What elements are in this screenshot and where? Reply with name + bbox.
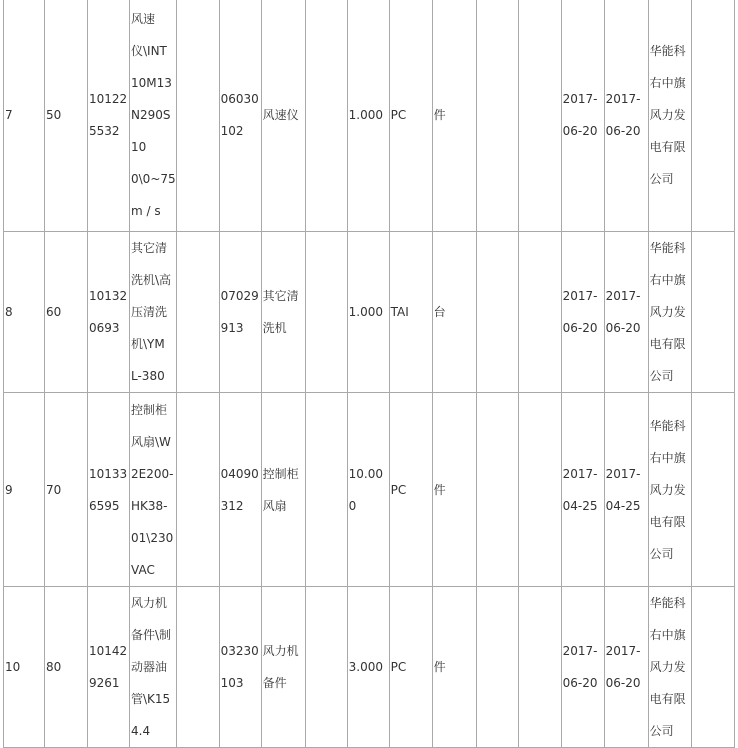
empty-cell (518, 393, 561, 587)
end-date-cell: 2017-04-25 (604, 393, 648, 587)
quantity-cell: 1.000 (347, 232, 389, 393)
line-number-cell: 80 (45, 587, 88, 748)
end-date-cell: 2017-06-20 (604, 587, 648, 748)
empty-cell (476, 232, 518, 393)
category-code-cell: 06030102 (219, 0, 261, 232)
empty-cell (691, 393, 734, 587)
unit-name-cell: 台 (432, 232, 476, 393)
table-row (4, 393, 735, 587)
unit-code-cell: PC (389, 587, 432, 748)
quantity-cell: 10.000 (347, 393, 389, 587)
table-body (4, 0, 735, 748)
row-number-cell: 10 (4, 587, 45, 748)
row-number-cell: 7 (4, 0, 45, 232)
row-number-cell: 9 (4, 393, 45, 587)
empty-cell (476, 587, 518, 748)
table-row (4, 232, 735, 393)
unit-code-cell: PC (389, 0, 432, 232)
start-date-cell: 2017-06-20 (561, 0, 604, 232)
empty-cell (518, 232, 561, 393)
company-name-cell: 华能科右中旗风力发电有限公司 (648, 232, 691, 393)
unit-name-cell: 件 (432, 393, 476, 587)
category-name-cell: 控制柜风扇 (261, 393, 305, 587)
materials-table (3, 0, 735, 748)
empty-cell (691, 587, 734, 748)
empty-cell (305, 232, 347, 393)
empty-cell (476, 393, 518, 587)
empty-cell (176, 0, 219, 232)
quantity-cell: 1.000 (347, 0, 389, 232)
quantity-cell: 3.000 (347, 587, 389, 748)
unit-code-cell: PC (389, 393, 432, 587)
material-description-cell: 风速 仪\INT 10M13 N290S 10 0\0~75 m / s (130, 0, 177, 232)
unit-name-cell: 件 (432, 587, 476, 748)
empty-cell (691, 0, 734, 232)
empty-cell (176, 393, 219, 587)
line-number-cell: 60 (45, 232, 88, 393)
line-number-cell: 70 (45, 393, 88, 587)
unit-code-cell: TAI (389, 232, 432, 393)
empty-cell (305, 587, 347, 748)
category-code-cell: 03230103 (219, 587, 261, 748)
empty-cell (176, 587, 219, 748)
material-description-cell: 风力机 备件\制 动器油 管\K15 4.4 (130, 587, 177, 748)
start-date-cell: 2017-06-20 (561, 587, 604, 748)
empty-cell (476, 0, 518, 232)
material-code-cell: 101320693 (88, 232, 130, 393)
end-date-cell: 2017-06-20 (604, 232, 648, 393)
empty-cell (691, 232, 734, 393)
category-name-cell: 风速仪 (261, 0, 305, 232)
table-row (4, 0, 735, 232)
empty-cell (518, 0, 561, 232)
category-name-cell: 风力机备件 (261, 587, 305, 748)
material-code-cell: 101429261 (88, 587, 130, 748)
line-number-cell: 50 (45, 0, 88, 232)
empty-cell (518, 587, 561, 748)
unit-name-cell: 件 (432, 0, 476, 232)
material-code-cell: 101336595 (88, 393, 130, 587)
table-row (4, 587, 735, 748)
material-description-cell: 其它清 洗机\高 压清洗 机\YM L-380 (130, 232, 177, 393)
category-name-cell: 其它清洗机 (261, 232, 305, 393)
category-code-cell: 07029913 (219, 232, 261, 393)
start-date-cell: 2017-06-20 (561, 232, 604, 393)
material-code-cell: 101225532 (88, 0, 130, 232)
row-number-cell: 8 (4, 232, 45, 393)
empty-cell (305, 393, 347, 587)
end-date-cell: 2017-06-20 (604, 0, 648, 232)
material-description-cell: 控制柜 风扇\W 2E200- HK38- 01\230 VAC (130, 393, 177, 587)
category-code-cell: 04090312 (219, 393, 261, 587)
empty-cell (305, 0, 347, 232)
company-name-cell: 华能科右中旗风力发电有限公司 (648, 587, 691, 748)
start-date-cell: 2017-04-25 (561, 393, 604, 587)
company-name-cell: 华能科右中旗风力发电有限公司 (648, 393, 691, 587)
company-name-cell: 华能科右中旗风力发电有限公司 (648, 0, 691, 232)
empty-cell (176, 232, 219, 393)
